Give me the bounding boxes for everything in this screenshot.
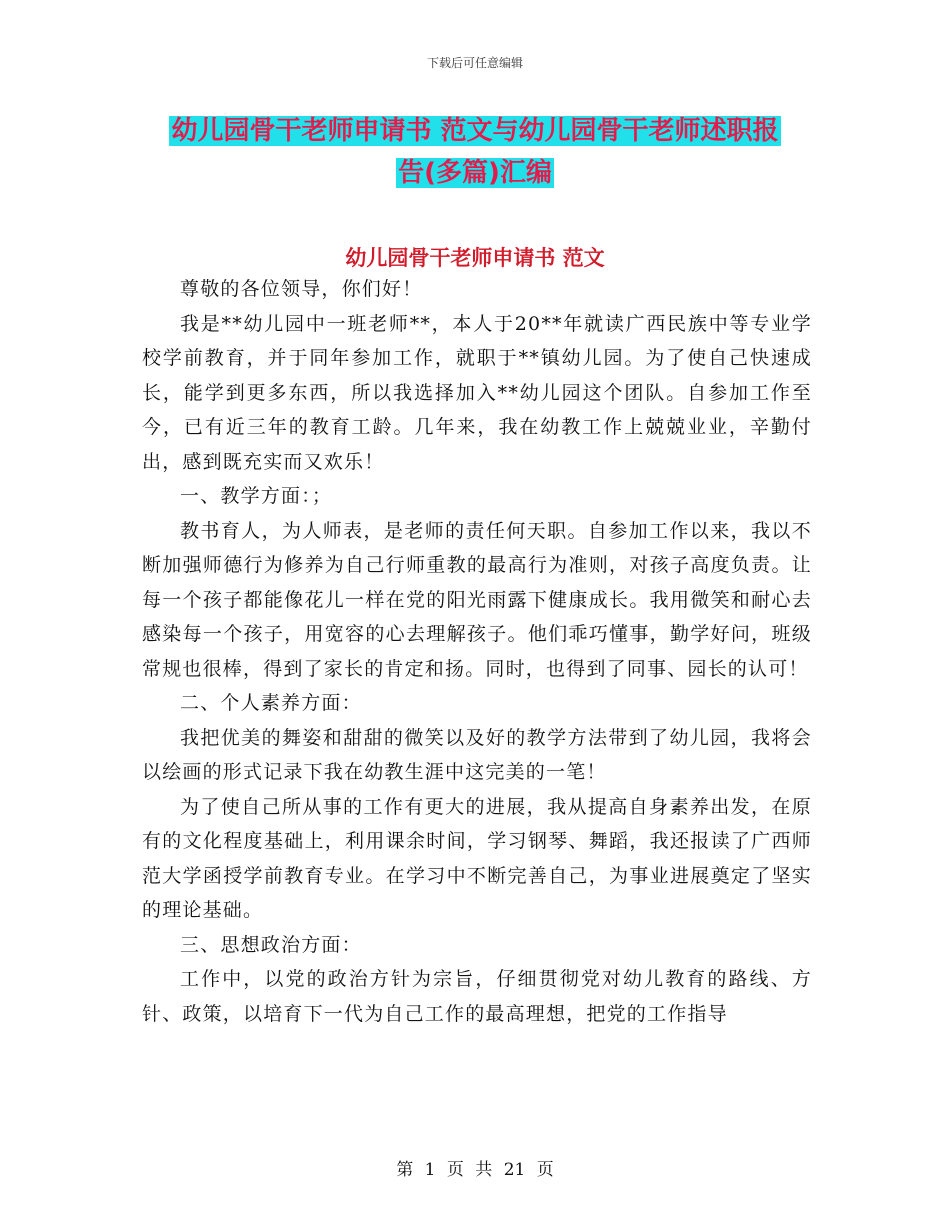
section-title: 幼儿园骨干老师申请书 范文 xyxy=(345,246,605,270)
document-title-line-1: 幼儿园骨干老师申请书 范文与幼儿园骨干老师述职报 xyxy=(171,116,779,146)
heading-teaching: 一、教学方面：； xyxy=(180,485,333,507)
paragraph-political-thought: 工作中，以党的政治方针为宗旨，仔细贯彻党对幼儿教育的路线、方针、政策，以培育下一代为自己工作的最高理想，把党的工作指导 xyxy=(142,968,812,1025)
document-title-line-2: 告(多篇)汇编 xyxy=(398,158,552,188)
paragraph-personal-quality-1: 我把优美的舞姿和甜甜的微笑以及好的教学方法带到了幼儿园，我将会以绘画的形式记录下我在幼教生涯中这完美的一笔！ xyxy=(142,726,812,783)
paragraph-personal-quality-2: 为了使自己所从事的工作有更大的进展，我从提高自身素养出发，在原有的文化程度基础上，利用课余时间，学习钢琴、舞蹈，我还报读了广西师范大学函授学前教育专业。在学习中不断完善自己，为事业进展奠定了坚实的理论基础。 xyxy=(142,795,812,921)
header-note: 下载后可任意编辑 xyxy=(426,56,523,70)
page-number: 第 1 页 共 21 页 xyxy=(396,1160,554,1180)
heading-personal-quality: 二、个人素养方面： xyxy=(180,692,362,714)
document-body xyxy=(142,272,812,1031)
paragraph-greeting: 尊敬的各位领导，你们好！ xyxy=(180,278,423,300)
paragraph-introduction: 我是**幼儿园中一班老师**，本人于20**年就读广西民族中等专业学校学前教育，并于同年参加工作，就职于**镇幼儿园。为了使自己快速成长，能学到更多东西，所以我选择加入**幼儿园这个团队。自参加工作至今，已有近三年的教育工龄。几年来，我在幼教工作上兢兢业业，辛勤付出，感到既充实而又欢乐！ xyxy=(142,312,812,473)
document-title xyxy=(0,110,950,194)
heading-political-thought: 三、思想政治方面： xyxy=(180,933,362,956)
paragraph-teaching: 教书育人，为人师表，是老师的责任何天职。自参加工作以来，我以不断加强师德行为修养为自己行师重教的最高行为准则，对孩子高度负责。让每一个孩子都能像花儿一样在党的阳光雨露下健康成长。我用微笑和耐心去感染每一个孩子，用宽容的心去理解孩子。他们乖巧懂事，勤学好问，班级常规也很棒，得到了家长的肯定和扬。同时，也得到了同事、园长的认可！ xyxy=(142,519,812,680)
